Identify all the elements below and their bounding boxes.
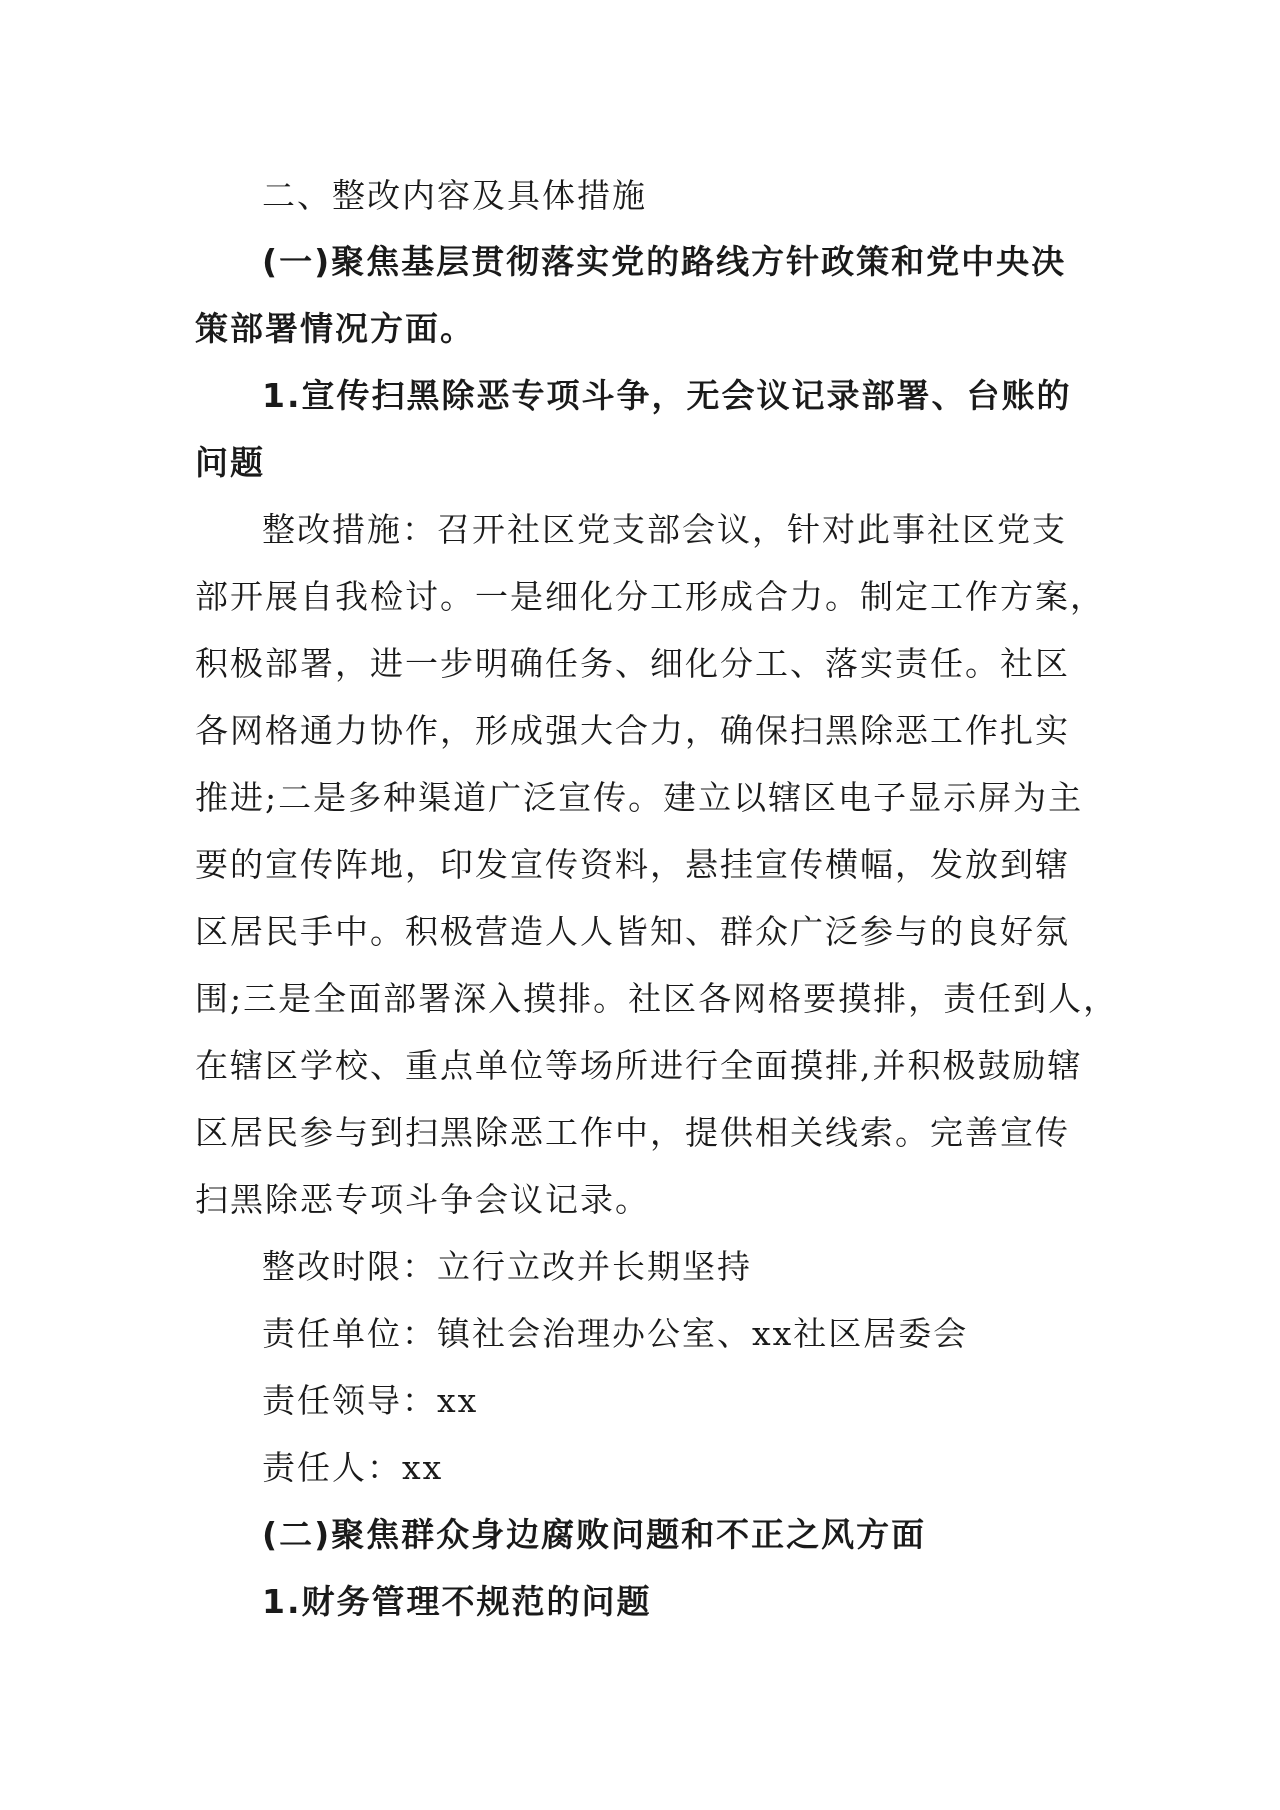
- measures-line: 积极部署，进一步明确任务、细化分工、落实责任。社区: [195, 644, 1070, 683]
- measures-line: 各网格通力协作，形成强大合力，确保扫黑除恶工作扎实: [195, 711, 1070, 750]
- responsible-leader: 责任领导：xx: [262, 1381, 479, 1420]
- issue-1-title-line-2: 问题: [195, 443, 265, 482]
- responsible-unit: 责任单位：镇社会治理办公室、xx社区居委会: [262, 1314, 969, 1353]
- measures-line: 推进;二是多种渠道广泛宣传。建立以辖区电子显示屏为主: [195, 778, 1084, 817]
- measures-line: 区居民参与到扫黑除恶工作中，提供相关线索。完善宣传: [195, 1113, 1070, 1152]
- measures-line: 在辖区学校、重点单位等场所进行全面摸排,并积极鼓励辖: [195, 1046, 1083, 1085]
- issue-2-title: 1.财务管理不规范的问题: [262, 1582, 652, 1621]
- measures-line: 围;三是全面部署深入摸排。社区各网格要摸排，责任到人，: [195, 979, 1119, 1018]
- deadline: 整改时限：立行立改并长期坚持: [262, 1247, 752, 1286]
- subsection-2-heading: (二)聚焦群众身边腐败问题和不正之风方面: [262, 1515, 927, 1554]
- measures-line: 扫黑除恶专项斗争会议记录。: [195, 1180, 650, 1219]
- measures-line: 整改措施：召开社区党支部会议，针对此事社区党支: [262, 510, 1067, 549]
- measures-line: 区居民手中。积极营造人人皆知、群众广泛参与的良好氛: [195, 912, 1070, 951]
- section-title: 二、整改内容及具体措施: [262, 176, 647, 215]
- subsection-1-heading-line-2: 策部署情况方面。: [195, 309, 475, 348]
- responsible-person: 责任人：xx: [262, 1448, 444, 1487]
- subsection-1-heading-line-1: (一)聚焦基层贯彻落实党的路线方针政策和党中央决: [262, 242, 1067, 281]
- measures-line: 部开展自我检讨。一是细化分工形成合力。制定工作方案，: [195, 577, 1105, 616]
- measures-line: 要的宣传阵地，印发宣传资料，悬挂宣传横幅，发放到辖: [195, 845, 1070, 884]
- issue-1-title-line-1: 1.宣传扫黑除恶专项斗争，无会议记录部署、台账的: [262, 376, 1072, 415]
